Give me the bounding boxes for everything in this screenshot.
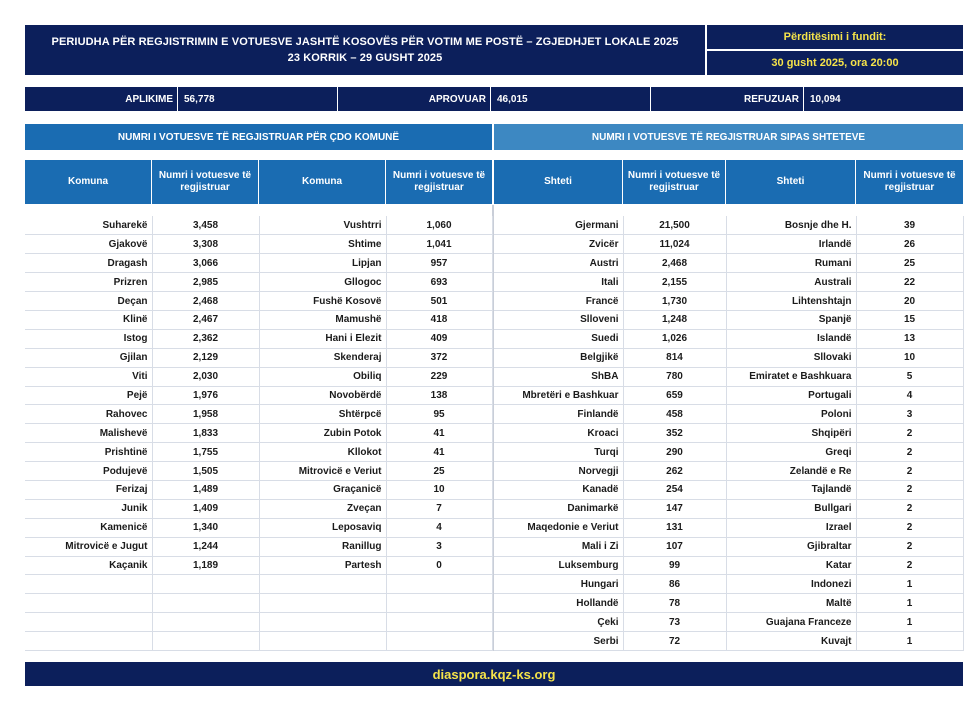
- country-row: [494, 310, 963, 329]
- voter-count: [386, 632, 492, 651]
- municipality-row: [25, 329, 492, 348]
- municipality-name: Mitrovicë e Veriut: [259, 462, 386, 481]
- voter-count: 372: [386, 348, 492, 367]
- voter-count: 147: [623, 499, 726, 518]
- municipalities-table: [25, 216, 493, 651]
- country-row: [494, 537, 963, 556]
- municipality-name: Lipjan: [259, 254, 386, 273]
- municipality-row: [25, 292, 492, 311]
- country-row: [494, 405, 963, 424]
- country-name: Norvegji: [494, 462, 623, 481]
- municipality-row: [25, 462, 492, 481]
- voter-count: 229: [386, 367, 492, 386]
- voter-count: 2,468: [152, 292, 259, 311]
- country-name: Izrael: [726, 518, 856, 537]
- voter-count: 1,248: [623, 310, 726, 329]
- municipality-name: Viti: [25, 367, 152, 386]
- voter-count: 693: [386, 273, 492, 292]
- country-row: [494, 273, 963, 292]
- municipality-name: [259, 632, 386, 651]
- voter-count: 2,985: [152, 273, 259, 292]
- municipality-row: [25, 310, 492, 329]
- voter-count: 2: [856, 480, 963, 499]
- municipality-name: Deçan: [25, 292, 152, 311]
- municipality-row: [25, 556, 492, 575]
- title-line-2: 23 KORRIK – 29 GUSHT 2025: [287, 52, 443, 64]
- municipality-name: Ferizaj: [25, 480, 152, 499]
- country-name: Islandë: [726, 329, 856, 348]
- country-name: Spanjë: [726, 310, 856, 329]
- municipality-name: Shtërpcë: [259, 405, 386, 424]
- country-name: Indonezi: [726, 575, 856, 594]
- voter-count: 2: [856, 556, 963, 575]
- voter-count: 131: [623, 518, 726, 537]
- country-name: Hollandë: [494, 594, 623, 613]
- voter-count: 25: [386, 462, 492, 481]
- country-row: [494, 613, 963, 632]
- countries-column-headers: [494, 160, 963, 204]
- country-row: [494, 367, 963, 386]
- voter-count: 2,467: [152, 310, 259, 329]
- voter-count: 1,189: [152, 556, 259, 575]
- municipality-name: Malishevë: [25, 424, 152, 443]
- applications-label: APLIKIME: [125, 93, 173, 105]
- municipality-name: Zveçan: [259, 499, 386, 518]
- voter-count: 2,362: [152, 329, 259, 348]
- country-row: [494, 499, 963, 518]
- municipality-row: [25, 443, 492, 462]
- voter-count: 1,244: [152, 537, 259, 556]
- voter-count: 11,024: [623, 235, 726, 254]
- voter-count: 39: [856, 216, 963, 235]
- country-name: Mali i Zi: [494, 537, 623, 556]
- country-row: [494, 254, 963, 273]
- country-name: Rumani: [726, 254, 856, 273]
- voter-count: 1,041: [386, 235, 492, 254]
- voter-count: 2,129: [152, 348, 259, 367]
- country-name: ShBA: [494, 367, 623, 386]
- municipality-row: [25, 613, 492, 632]
- voter-count: 86: [623, 575, 726, 594]
- country-name: Danimarkë: [494, 499, 623, 518]
- country-name: Kroaci: [494, 424, 623, 443]
- country-row: [494, 518, 963, 537]
- municipality-name: Zubin Potok: [259, 424, 386, 443]
- country-name: Lihtenshtajn: [726, 292, 856, 311]
- voter-count: 0: [386, 556, 492, 575]
- municipality-name: Gjakovë: [25, 235, 152, 254]
- voter-count: 3,066: [152, 254, 259, 273]
- country-row: [494, 443, 963, 462]
- municipality-name: Pejë: [25, 386, 152, 405]
- voter-count: 10: [386, 480, 492, 499]
- municipality-name: Vushtrri: [259, 216, 386, 235]
- voter-count: [152, 575, 259, 594]
- municipality-row: [25, 424, 492, 443]
- voter-count: 5: [856, 367, 963, 386]
- country-row: [494, 575, 963, 594]
- rejected-value: 10,094: [803, 87, 963, 111]
- voter-count: 1,409: [152, 499, 259, 518]
- municipality-row: [25, 348, 492, 367]
- voter-count: 1: [856, 613, 963, 632]
- voter-count: 409: [386, 329, 492, 348]
- country-name: Suedi: [494, 329, 623, 348]
- municipality-name: Istog: [25, 329, 152, 348]
- country-name: Bullgari: [726, 499, 856, 518]
- country-name: Austri: [494, 254, 623, 273]
- country-name: Hungari: [494, 575, 623, 594]
- approved-value: 46,015: [490, 87, 650, 111]
- voter-count: 1: [856, 594, 963, 613]
- country-name: Mbretëri e Bashkuar: [494, 386, 623, 405]
- voter-count: [152, 594, 259, 613]
- voter-count: 3: [386, 537, 492, 556]
- municipality-name: [25, 613, 152, 632]
- country-name: Slloveni: [494, 310, 623, 329]
- municipality-name: [259, 575, 386, 594]
- country-name: Poloni: [726, 405, 856, 424]
- footer-link[interactable]: diaspora.kqz-ks.org: [25, 662, 963, 686]
- country-name: Maltë: [726, 594, 856, 613]
- voter-count: 2,155: [623, 273, 726, 292]
- voter-count: 290: [623, 443, 726, 462]
- voter-count: 10: [856, 348, 963, 367]
- municipality-name: Gllogoc: [259, 273, 386, 292]
- municipality-name: Skenderaj: [259, 348, 386, 367]
- country-row: [494, 462, 963, 481]
- country-name: Francë: [494, 292, 623, 311]
- municipality-name: [25, 632, 152, 651]
- country-name: Emiratet e Bashkuara: [726, 367, 856, 386]
- country-row: [494, 216, 963, 235]
- column-header-country: Shteti: [494, 160, 623, 204]
- voter-count: 2: [856, 518, 963, 537]
- voter-count: 3,308: [152, 235, 259, 254]
- voter-count: 15: [856, 310, 963, 329]
- municipality-row: [25, 537, 492, 556]
- voter-count: 814: [623, 348, 726, 367]
- voter-count: 254: [623, 480, 726, 499]
- municipality-row: [25, 216, 492, 235]
- column-header-municipality: Komuna: [25, 160, 152, 204]
- voter-count: [386, 575, 492, 594]
- voter-count: 2,468: [623, 254, 726, 273]
- column-header-count: Numri i votuesve të regjistruar: [386, 160, 492, 204]
- municipality-name: Mamushë: [259, 310, 386, 329]
- municipality-name: Kllokot: [259, 443, 386, 462]
- voter-count: 2: [856, 499, 963, 518]
- country-name: Serbi: [494, 632, 623, 651]
- voter-count: [152, 632, 259, 651]
- last-update-value: 30 gusht 2025, ora 20:00: [707, 51, 963, 75]
- column-header-count: Numri i votuesve të regjistruar: [856, 160, 963, 204]
- municipality-name: Ranillug: [259, 537, 386, 556]
- municipality-name: Shtime: [259, 235, 386, 254]
- last-update-label: Përditësimi i fundit:: [707, 25, 963, 49]
- country-row: [494, 480, 963, 499]
- country-name: Itali: [494, 273, 623, 292]
- voter-count: 262: [623, 462, 726, 481]
- country-name: Luksemburg: [494, 556, 623, 575]
- municipality-row: [25, 254, 492, 273]
- municipality-name: Partesh: [259, 556, 386, 575]
- voter-count: 2,030: [152, 367, 259, 386]
- municipalities-column-headers: [25, 160, 492, 204]
- country-name: Turqi: [494, 443, 623, 462]
- country-row: [494, 632, 963, 651]
- voter-count: 1,958: [152, 405, 259, 424]
- title-line-1: PERIUDHA PËR REGJISTRIMIN E VOTUESVE JASHTË KOSOVËS PËR VOTIM ME POSTË – ZGJEDHJET LOKALE 2025: [51, 36, 679, 48]
- municipality-name: Fushë Kosovë: [259, 292, 386, 311]
- voter-count: 22: [856, 273, 963, 292]
- country-name: Guajana Franceze: [726, 613, 856, 632]
- municipality-row: [25, 499, 492, 518]
- voter-count: 659: [623, 386, 726, 405]
- municipality-name: Rahovec: [25, 405, 152, 424]
- country-name: Bosnje dhe H.: [726, 216, 856, 235]
- voter-count: 25: [856, 254, 963, 273]
- country-name: Gjermani: [494, 216, 623, 235]
- country-name: Belgjikë: [494, 348, 623, 367]
- municipality-name: [259, 613, 386, 632]
- municipality-name: Dragash: [25, 254, 152, 273]
- voter-count: 418: [386, 310, 492, 329]
- voter-count: [386, 613, 492, 632]
- country-name: Kanadë: [494, 480, 623, 499]
- country-row: [494, 235, 963, 254]
- voter-count: 1,340: [152, 518, 259, 537]
- voter-count: 458: [623, 405, 726, 424]
- voter-count: 41: [386, 443, 492, 462]
- country-row: [494, 292, 963, 311]
- municipality-name: Podujevë: [25, 462, 152, 481]
- voter-count: [386, 594, 492, 613]
- column-header-count: Numri i votuesve të regjistruar: [623, 160, 726, 204]
- municipality-name: Mitrovicë e Jugut: [25, 537, 152, 556]
- municipality-name: Leposaviq: [259, 518, 386, 537]
- applications-value: 56,778: [177, 87, 337, 111]
- municipalities-section-title: NUMRI I VOTUESVE TË REGJISTRUAR PËR ÇDO KOMUNË: [25, 124, 492, 150]
- voter-count: 501: [386, 292, 492, 311]
- voter-count: 1,489: [152, 480, 259, 499]
- voter-count: 2: [856, 424, 963, 443]
- country-name: Shqipëri: [726, 424, 856, 443]
- voter-count: 1: [856, 632, 963, 651]
- voter-count: 352: [623, 424, 726, 443]
- country-name: Irlandë: [726, 235, 856, 254]
- country-name: Katar: [726, 556, 856, 575]
- voter-count: 1,505: [152, 462, 259, 481]
- municipality-name: Kamenicë: [25, 518, 152, 537]
- voter-count: 2: [856, 443, 963, 462]
- voter-count: 1,755: [152, 443, 259, 462]
- countries-section-title: NUMRI I VOTUESVE TË REGJISTRUAR SIPAS SHTETEVE: [494, 124, 963, 150]
- municipality-name: Prishtinë: [25, 443, 152, 462]
- voter-count: 957: [386, 254, 492, 273]
- country-name: Çeki: [494, 613, 623, 632]
- voter-count: 1: [856, 575, 963, 594]
- country-name: Kuvajt: [726, 632, 856, 651]
- approved-cell: [338, 87, 651, 111]
- applications-cell: [25, 87, 338, 111]
- country-row: [494, 424, 963, 443]
- municipality-name: Junik: [25, 499, 152, 518]
- country-row: [494, 386, 963, 405]
- country-name: Portugali: [726, 386, 856, 405]
- voter-count: 3,458: [152, 216, 259, 235]
- column-header-country: Shteti: [726, 160, 856, 204]
- country-name: Sllovaki: [726, 348, 856, 367]
- municipality-name: Gjilan: [25, 348, 152, 367]
- municipality-row: [25, 235, 492, 254]
- municipality-row: [25, 386, 492, 405]
- municipality-name: Klinë: [25, 310, 152, 329]
- voter-count: 1,833: [152, 424, 259, 443]
- page-title: [25, 25, 705, 75]
- voter-count: 1,026: [623, 329, 726, 348]
- header: [25, 25, 963, 75]
- voter-count: 13: [856, 329, 963, 348]
- voter-count: 1,976: [152, 386, 259, 405]
- voter-count: 780: [623, 367, 726, 386]
- country-row: [494, 329, 963, 348]
- voter-count: 4: [386, 518, 492, 537]
- municipality-row: [25, 273, 492, 292]
- country-name: Gjibraltar: [726, 537, 856, 556]
- municipality-row: [25, 632, 492, 651]
- municipality-row: [25, 367, 492, 386]
- voter-count: 26: [856, 235, 963, 254]
- voter-count: 2: [856, 537, 963, 556]
- municipality-row: [25, 575, 492, 594]
- country-name: Australi: [726, 273, 856, 292]
- voter-count: 20: [856, 292, 963, 311]
- municipality-name: [25, 575, 152, 594]
- municipality-name: [259, 594, 386, 613]
- voter-count: 41: [386, 424, 492, 443]
- country-name: Tajlandë: [726, 480, 856, 499]
- voter-count: 2: [856, 462, 963, 481]
- municipality-name: Graçanicë: [259, 480, 386, 499]
- municipality-name: Kaçanik: [25, 556, 152, 575]
- voter-count: 7: [386, 499, 492, 518]
- municipality-row: [25, 405, 492, 424]
- voter-count: 78: [623, 594, 726, 613]
- voter-count: 3: [856, 405, 963, 424]
- voter-count: 21,500: [623, 216, 726, 235]
- country-name: Zvicër: [494, 235, 623, 254]
- voter-count: 107: [623, 537, 726, 556]
- voter-count: 1,730: [623, 292, 726, 311]
- last-update: [707, 25, 963, 75]
- voter-count: 4: [856, 386, 963, 405]
- municipality-name: Suharekë: [25, 216, 152, 235]
- rejected-cell: [651, 87, 963, 111]
- municipality-name: Prizren: [25, 273, 152, 292]
- rejected-label: REFUZUAR: [744, 93, 799, 105]
- voter-count: 72: [623, 632, 726, 651]
- municipality-name: Hani i Elezit: [259, 329, 386, 348]
- voter-count: 73: [623, 613, 726, 632]
- municipality-name: [25, 594, 152, 613]
- country-name: Zelandë e Re: [726, 462, 856, 481]
- voter-count: 1,060: [386, 216, 492, 235]
- municipality-row: [25, 518, 492, 537]
- summary-bar: [25, 87, 963, 111]
- country-name: Maqedonie e Veriut: [494, 518, 623, 537]
- approved-label: APROVUAR: [428, 93, 486, 105]
- country-row: [494, 556, 963, 575]
- voter-count: 99: [623, 556, 726, 575]
- column-header-municipality: Komuna: [259, 160, 386, 204]
- column-header-count: Numri i votuesve të regjistruar: [152, 160, 259, 204]
- country-name: Finlandë: [494, 405, 623, 424]
- voter-count: 95: [386, 405, 492, 424]
- municipality-name: Novobërdë: [259, 386, 386, 405]
- countries-table: [494, 216, 964, 651]
- country-name: Greqi: [726, 443, 856, 462]
- voter-count: [152, 613, 259, 632]
- municipality-name: Obiliq: [259, 367, 386, 386]
- country-row: [494, 348, 963, 367]
- country-row: [494, 594, 963, 613]
- municipality-row: [25, 594, 492, 613]
- municipality-row: [25, 480, 492, 499]
- voter-count: 138: [386, 386, 492, 405]
